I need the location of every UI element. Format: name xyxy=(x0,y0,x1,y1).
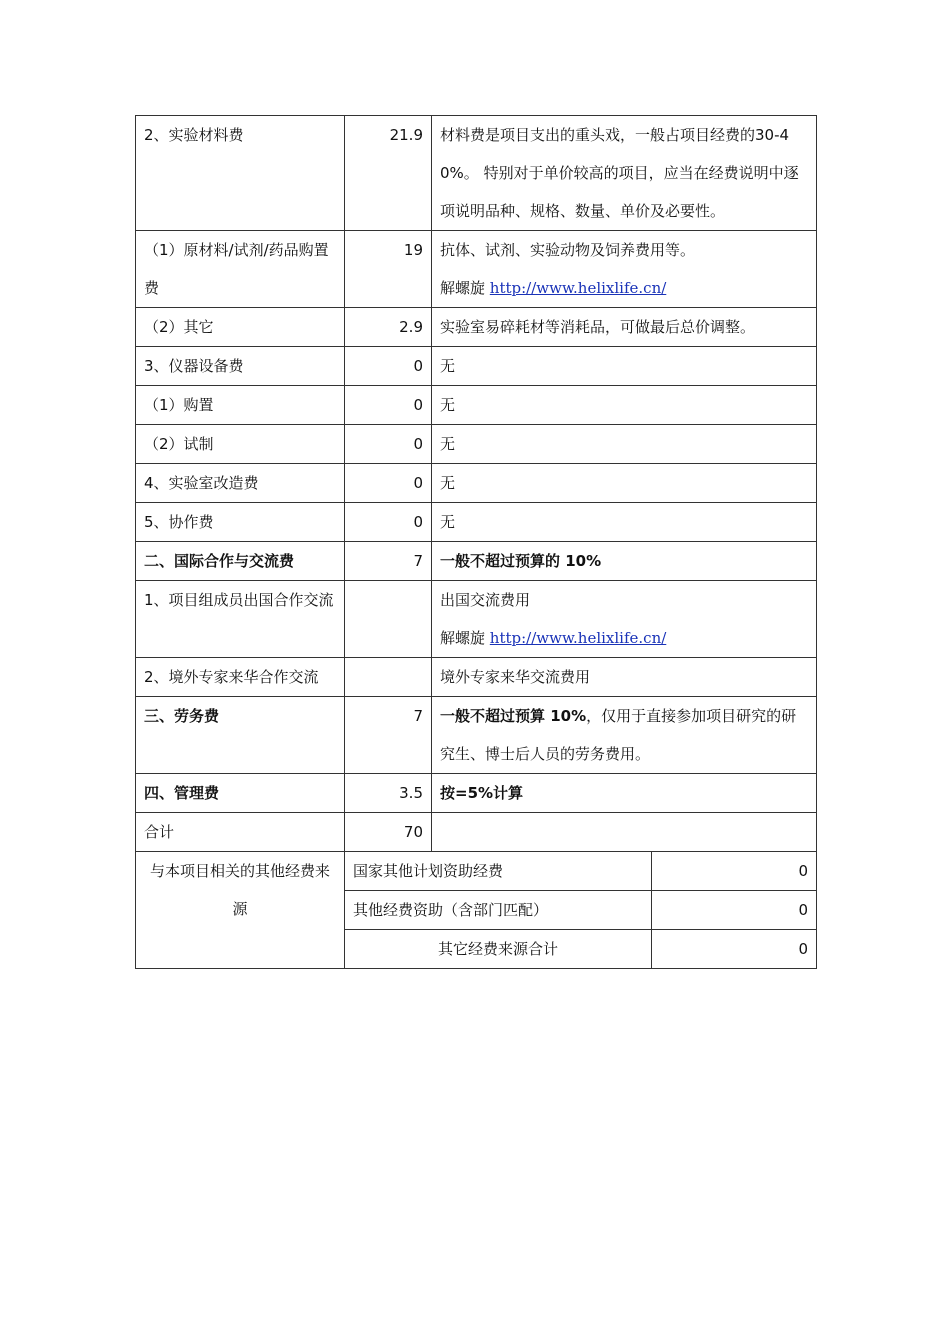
link-line xyxy=(440,619,808,657)
other-source-name: 国家其他计划资助经费 xyxy=(345,852,652,891)
item-note-cell xyxy=(432,697,817,774)
item-label: （2）试制 xyxy=(136,425,345,464)
item-amount: 0 xyxy=(345,464,432,503)
other-sources-label: 与本项目相关的其他经费来源 xyxy=(136,852,345,969)
table-row xyxy=(136,774,817,813)
item-note-bold: 一般不超过预算 10% xyxy=(440,707,587,725)
item-amount: 0 xyxy=(345,503,432,542)
item-amount: 7 xyxy=(345,542,432,581)
table-row xyxy=(136,697,817,774)
item-amount xyxy=(345,658,432,697)
item-label: 1、项目组成员出国合作交流 xyxy=(136,581,345,658)
item-note xyxy=(432,813,817,852)
table-row xyxy=(136,231,817,308)
other-source-value: 0 xyxy=(652,930,817,969)
table-row xyxy=(136,386,817,425)
item-label: （1）购置 xyxy=(136,386,345,425)
item-note: 材料费是项目支出的重头戏，一般占项目经费的30-40%。 特别对于单价较高的项目，应当在经费说明中逐项说明品种、规格、数量、单价及必要性。 xyxy=(432,116,817,231)
other-source-name: 其它经费来源合计 xyxy=(345,930,652,969)
item-amount: 0 xyxy=(345,425,432,464)
item-note-cell xyxy=(432,581,817,658)
item-amount: 21.9 xyxy=(345,116,432,231)
item-note: 无 xyxy=(432,425,817,464)
item-note: 抗体、试剂、实验动物及饲养费用等。 xyxy=(440,241,696,259)
item-note: 出国交流费用 xyxy=(440,591,531,609)
item-amount: 3.5 xyxy=(345,774,432,813)
other-source-name: 其他经费资助（含部门匹配） xyxy=(345,891,652,930)
item-label: 3、仪器设备费 xyxy=(136,347,345,386)
budget-table xyxy=(135,115,817,969)
total-amount: 70 xyxy=(345,813,432,852)
item-label: （1）原材料/试剂/药品购置费 xyxy=(136,231,345,308)
item-amount: 0 xyxy=(345,347,432,386)
table-row xyxy=(136,813,817,852)
item-note: 无 xyxy=(432,386,817,425)
section-label: 四、管理费 xyxy=(136,774,345,813)
table-row xyxy=(136,425,817,464)
table-row xyxy=(136,116,817,231)
item-note: 无 xyxy=(432,347,817,386)
table-row xyxy=(136,542,817,581)
other-source-value: 0 xyxy=(652,891,817,930)
item-amount: 0 xyxy=(345,386,432,425)
item-note: ，仅用于直接参加项目研究的研究生、博士后人员的劳务费用。 xyxy=(440,707,797,763)
table-row xyxy=(136,658,817,697)
item-label: 4、实验室改造费 xyxy=(136,464,345,503)
item-amount xyxy=(345,581,432,658)
item-note: 一般不超过预算的 10% xyxy=(432,542,817,581)
item-note-cell xyxy=(432,231,817,308)
section-label: 三、劳务费 xyxy=(136,697,345,774)
item-label: 2、实验材料费 xyxy=(136,116,345,231)
item-note: 按=5%计算 xyxy=(432,774,817,813)
item-note: 无 xyxy=(432,464,817,503)
item-amount: 7 xyxy=(345,697,432,774)
table-row xyxy=(136,347,817,386)
helixlife-link[interactable]: http://www.helixlife.cn/ xyxy=(489,279,667,297)
table-row xyxy=(136,581,817,658)
link-line xyxy=(440,269,808,307)
item-label: 5、协作费 xyxy=(136,503,345,542)
table-row xyxy=(136,308,817,347)
link-prefix: 解螺旋 xyxy=(440,629,486,647)
other-source-value: 0 xyxy=(652,852,817,891)
table-row xyxy=(136,503,817,542)
item-note: 实验室易碎耗材等消耗品，可做最后总价调整。 xyxy=(432,308,817,347)
total-label: 合计 xyxy=(136,813,345,852)
table-row xyxy=(136,464,817,503)
helixlife-link[interactable]: http://www.helixlife.cn/ xyxy=(489,629,667,647)
item-amount: 19 xyxy=(345,231,432,308)
item-amount: 2.9 xyxy=(345,308,432,347)
other-source-row xyxy=(136,852,817,891)
link-prefix: 解螺旋 xyxy=(440,279,486,297)
item-note: 境外专家来华交流费用 xyxy=(432,658,817,697)
section-label: 二、国际合作与交流费 xyxy=(136,542,345,581)
item-label: 2、境外专家来华合作交流 xyxy=(136,658,345,697)
item-note: 无 xyxy=(432,503,817,542)
item-label: （2）其它 xyxy=(136,308,345,347)
